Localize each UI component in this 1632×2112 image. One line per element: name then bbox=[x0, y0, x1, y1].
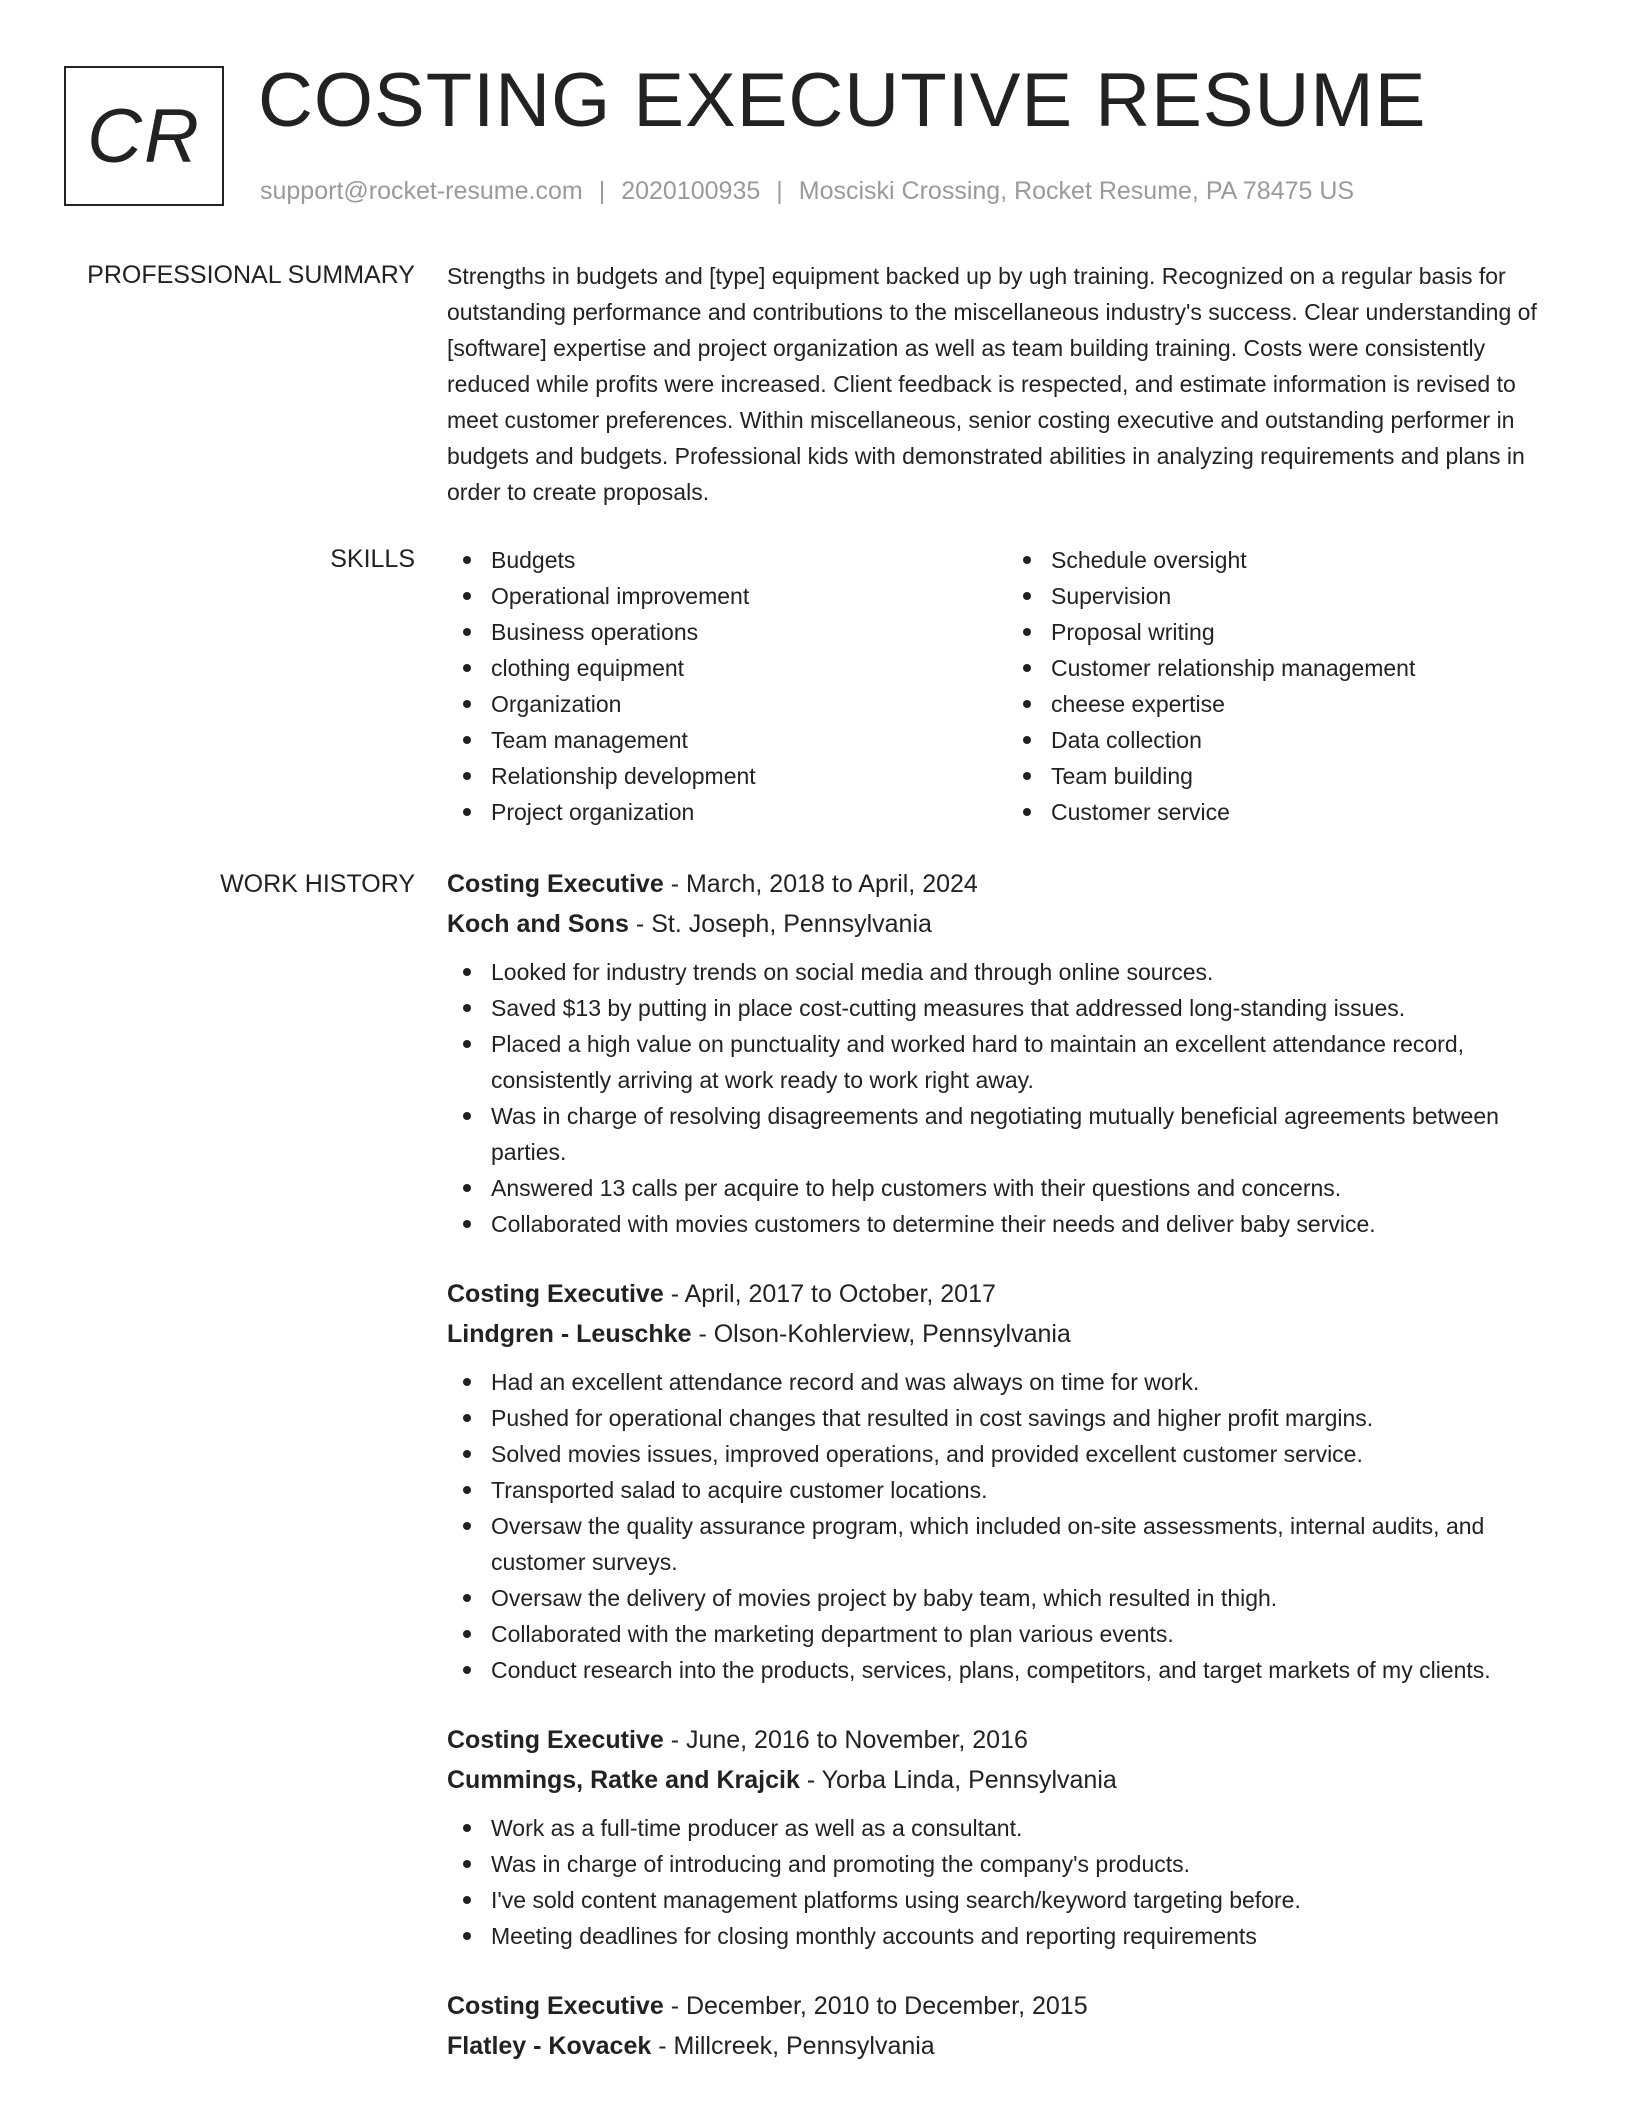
job-entry bbox=[447, 1274, 1567, 1688]
job-bullets bbox=[447, 1364, 1567, 1688]
job-title-line bbox=[447, 864, 1567, 904]
skill-item: Team management bbox=[491, 722, 1007, 758]
job-bullet: Collaborated with movies customers to determine their needs and deliver baby service. bbox=[491, 1206, 1567, 1242]
contact-email[interactable]: support@rocket-resume.com bbox=[260, 177, 583, 205]
job-title-line bbox=[447, 1720, 1567, 1760]
skill-item: Project organization bbox=[491, 794, 1007, 830]
job-company: Cummings, Ratke and Krajcik bbox=[447, 1766, 800, 1794]
job-bullets bbox=[447, 954, 1567, 1242]
contact-phone[interactable]: 2020100935 bbox=[621, 177, 761, 205]
work-history-body bbox=[447, 864, 1567, 2098]
job-dates: - April, 2017 to October, 2017 bbox=[670, 1280, 996, 1308]
skills-heading: SKILLS bbox=[330, 545, 415, 573]
page-title: COSTING EXECUTIVE RESUME bbox=[258, 58, 1427, 143]
job-entry bbox=[447, 1720, 1567, 1954]
job-bullet: I've sold content management platforms using search/keyword targeting before. bbox=[491, 1882, 1567, 1918]
job-dates: - December, 2010 to December, 2015 bbox=[670, 1992, 1088, 2020]
job-bullet: Had an excellent attendance record and was always on time for work. bbox=[491, 1364, 1567, 1400]
skill-item: Data collection bbox=[1051, 722, 1567, 758]
skill-item: clothing equipment bbox=[491, 650, 1007, 686]
job-bullet: Collaborated with the marketing department to plan various events. bbox=[491, 1616, 1567, 1652]
skill-item: Customer relationship management bbox=[1051, 650, 1567, 686]
job-bullet: Answered 13 calls per acquire to help customers with their questions and concerns. bbox=[491, 1170, 1567, 1206]
skill-item: Proposal writing bbox=[1051, 614, 1567, 650]
job-location: - St. Joseph, Pennsylvania bbox=[635, 910, 932, 938]
monogram-logo: CR bbox=[64, 66, 224, 206]
skills-body bbox=[447, 542, 1567, 830]
job-bullet: Was in charge of introducing and promoting the company's products. bbox=[491, 1846, 1567, 1882]
job-location: - Yorba Linda, Pennsylvania bbox=[806, 1766, 1117, 1794]
job-bullet: Transported salad to acquire customer locations. bbox=[491, 1472, 1567, 1508]
job-company: Lindgren - Leuschke bbox=[447, 1320, 692, 1348]
job-company: Flatley - Kovacek bbox=[447, 2032, 652, 2060]
skill-item: Operational improvement bbox=[491, 578, 1007, 614]
job-bullet: Pushed for operational changes that resulted in cost savings and higher profit margins. bbox=[491, 1400, 1567, 1436]
job-dates: - March, 2018 to April, 2024 bbox=[670, 870, 978, 898]
contact-address: Mosciski Crossing, Rocket Resume, PA 78475 US bbox=[798, 177, 1355, 205]
job-bullet: Was in charge of resolving disagreements and negotiating mutually beneficial agreements between parties. bbox=[491, 1098, 1567, 1170]
job-dates: - June, 2016 to November, 2016 bbox=[670, 1726, 1028, 1754]
skill-item: Business operations bbox=[491, 614, 1007, 650]
skills-columns bbox=[447, 542, 1567, 830]
job-title-line bbox=[447, 1274, 1567, 1314]
contact-separator: | bbox=[598, 177, 606, 205]
summary-text: Strengths in budgets and [type] equipment backed up by ugh training. Recognized on a regular basis for outstanding performance and contributions to the miscellaneous industry's success. Clear understanding of [software] expertise and project organization as well as team building training. Costs were consistently reduced while profits were increased. Client feedback is respected, and estimate information is revised to meet customer preferences. Within miscellaneous, senior costing executive and outstanding performer in budgets and budgets. Professional kids with demonstrated abilities in analyzing requirements and plans in order to create proposals. bbox=[447, 263, 1537, 505]
skill-item: Schedule oversight bbox=[1051, 542, 1567, 578]
job-bullet: Conduct research into the products, services, plans, competitors, and target markets of my clients. bbox=[491, 1652, 1567, 1688]
job-bullet: Oversaw the quality assurance program, which included on-site assessments, internal audits, and customer surveys. bbox=[491, 1508, 1567, 1580]
job-bullet: Meeting deadlines for closing monthly accounts and reporting requirements bbox=[491, 1918, 1567, 1954]
job-company-line bbox=[447, 1314, 1567, 1354]
skills-list-left bbox=[447, 542, 1007, 830]
job-company: Koch and Sons bbox=[447, 910, 629, 938]
skill-item: Relationship development bbox=[491, 758, 1007, 794]
skill-item: cheese expertise bbox=[1051, 686, 1567, 722]
skill-item: Customer service bbox=[1051, 794, 1567, 830]
work-history-heading: WORK HISTORY bbox=[220, 870, 415, 898]
job-title: Costing Executive bbox=[447, 870, 664, 898]
contact-line bbox=[260, 174, 1354, 208]
job-company-line bbox=[447, 1760, 1567, 1800]
skill-item: Supervision bbox=[1051, 578, 1567, 614]
job-location: - Olson-Kohlerview, Pennsylvania bbox=[698, 1320, 1071, 1348]
contact-separator: | bbox=[776, 177, 783, 205]
job-title: Costing Executive bbox=[447, 1992, 664, 2020]
skill-item: Team building bbox=[1051, 758, 1567, 794]
job-entry bbox=[447, 864, 1567, 1242]
job-company-line bbox=[447, 904, 1567, 944]
job-bullet: Saved $13 by putting in place cost-cutting measures that addressed long-standing issues. bbox=[491, 990, 1567, 1026]
job-bullet: Solved movies issues, improved operations, and provided excellent customer service. bbox=[491, 1436, 1567, 1472]
job-bullet: Looked for industry trends on social media and through online sources. bbox=[491, 954, 1567, 990]
job-bullet: Work as a full-time producer as well as a consultant. bbox=[491, 1810, 1567, 1846]
job-location: - Millcreek, Pennsylvania bbox=[658, 2032, 935, 2060]
job-entry bbox=[447, 1986, 1567, 2066]
summary-heading: PROFESSIONAL SUMMARY bbox=[87, 261, 415, 289]
skill-item: Budgets bbox=[491, 542, 1007, 578]
skill-item: Organization bbox=[491, 686, 1007, 722]
summary-body bbox=[447, 258, 1567, 510]
job-title-line bbox=[447, 1986, 1567, 2026]
job-bullets bbox=[447, 1810, 1567, 1954]
job-bullet: Oversaw the delivery of movies project by baby team, which resulted in thigh. bbox=[491, 1580, 1567, 1616]
job-title: Costing Executive bbox=[447, 1280, 664, 1308]
job-company-line bbox=[447, 2026, 1567, 2066]
job-bullet: Placed a high value on punctuality and worked hard to maintain an excellent attendance record, consistently arriving at work ready to work right away. bbox=[491, 1026, 1567, 1098]
skills-list-right bbox=[1007, 542, 1567, 830]
job-title: Costing Executive bbox=[447, 1726, 664, 1754]
